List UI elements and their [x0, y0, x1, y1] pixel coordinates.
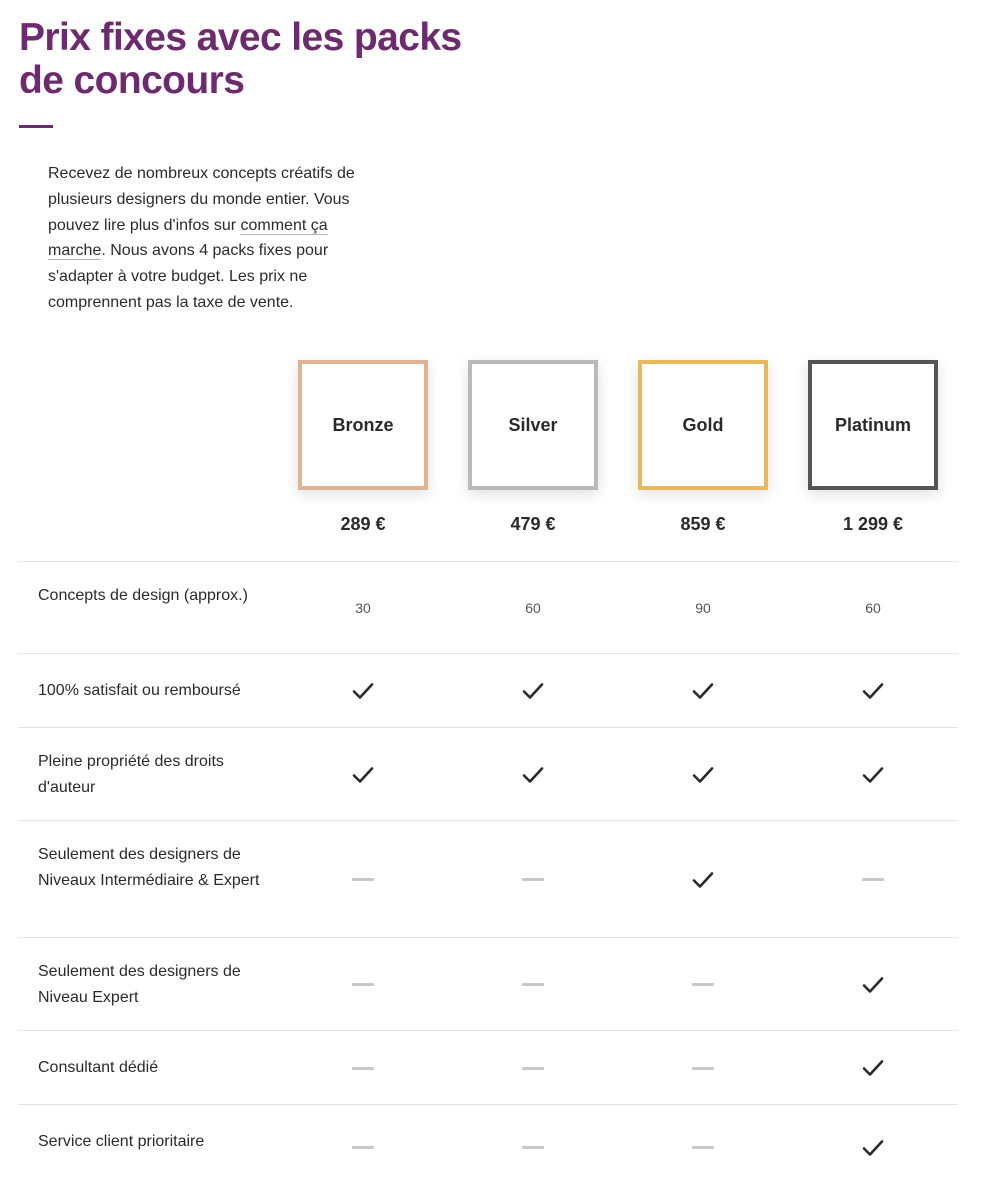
- feature-row: [18, 1030, 958, 1104]
- feature-row: [18, 937, 958, 1030]
- how-it-works-link[interactable]: comment ça marche: [48, 216, 328, 260]
- dash-mark: [352, 1146, 374, 1149]
- feature-label: Service client prioritaire: [38, 1133, 205, 1150]
- feature-value: 90: [695, 600, 711, 616]
- dash-mark: [692, 1146, 714, 1149]
- dash-mark: [522, 1067, 544, 1070]
- dash-mark: [522, 983, 544, 986]
- tier-name: Gold: [682, 414, 724, 435]
- intro-text-start: Recevez de nombreux concepts créatifs de plusieurs designers du monde entier. Vous pouvez lire plus d'infos sur: [48, 165, 355, 234]
- dash-mark: [692, 983, 714, 986]
- feature-value: 60: [525, 600, 541, 616]
- feature-label: Seulement des designers de Niveau Expert: [38, 963, 241, 1006]
- feature-label: 100% satisfait ou remboursé: [38, 682, 241, 699]
- dash-icon: [468, 938, 598, 1031]
- dash-mark: [352, 983, 374, 986]
- feature-value: 60: [865, 600, 881, 616]
- check-icon: [808, 938, 938, 1031]
- feature-row: [18, 1104, 958, 1189]
- check-icon: [808, 1031, 938, 1105]
- tier-name: Platinum: [834, 414, 911, 435]
- feature-row: [18, 820, 958, 937]
- dash-icon: [298, 1105, 428, 1189]
- tier-name: Silver: [508, 414, 558, 435]
- feature-label: Concepts de design (approx.): [38, 587, 248, 604]
- tier-price-silver: 479 €: [510, 514, 556, 534]
- intro-text-end: . Nous avons 4 packs fixes pour s'adapter à votre budget. Les prix ne comprennent pas la taxe de vente.: [48, 242, 329, 311]
- dash-icon: [298, 821, 428, 938]
- feature-label: Seulement des designers de Niveaux Intermédiaire & Expert: [38, 846, 260, 889]
- dash-mark: [352, 1067, 374, 1070]
- dash-icon: [468, 821, 598, 938]
- tier-price-bronze: 289 €: [340, 514, 386, 534]
- page-title-line-2: de concours: [19, 59, 245, 102]
- dash-mark: [692, 1067, 714, 1070]
- feature-row: [18, 561, 958, 653]
- feature-label: Consultant dédié: [38, 1059, 159, 1076]
- feature-row: [18, 727, 958, 820]
- tier-card-silver[interactable]: [468, 360, 598, 490]
- dash-mark: [522, 878, 544, 881]
- dash-icon: [468, 1031, 598, 1105]
- tier-card-bronze[interactable]: [298, 360, 428, 490]
- check-icon: [638, 821, 768, 938]
- dash-icon: [638, 1031, 768, 1105]
- tier-card-platinum[interactable]: [808, 360, 938, 490]
- page-title-line-1: Prix fixes avec les packs: [19, 16, 462, 59]
- feature-value: 30: [355, 600, 371, 616]
- check-icon: [638, 654, 768, 728]
- dash-icon: [468, 1105, 598, 1189]
- check-icon: [298, 728, 428, 821]
- title-accent-rule: [19, 125, 53, 128]
- dash-icon: [808, 821, 938, 938]
- tier-price-gold: 859 €: [680, 514, 726, 534]
- page-title: [19, 16, 489, 102]
- check-icon: [298, 654, 428, 728]
- intro-paragraph: [48, 161, 378, 316]
- check-icon: [808, 654, 938, 728]
- check-icon: [808, 1105, 938, 1189]
- dash-icon: [638, 1105, 768, 1189]
- tier-name: Bronze: [332, 414, 394, 435]
- check-icon: [468, 654, 598, 728]
- check-icon: [638, 728, 768, 821]
- feature-label: Pleine propriété des droits d'auteur: [38, 753, 224, 796]
- tier-price-platinum: 1 299 €: [842, 514, 904, 534]
- feature-row: [18, 653, 958, 727]
- dash-mark: [522, 1146, 544, 1149]
- dash-icon: [298, 1031, 428, 1105]
- dash-icon: [638, 938, 768, 1031]
- check-icon: [468, 728, 598, 821]
- dash-mark: [352, 878, 374, 881]
- check-icon: [808, 728, 938, 821]
- dash-mark: [862, 878, 884, 881]
- tier-card-gold[interactable]: [638, 360, 768, 490]
- dash-icon: [298, 938, 428, 1031]
